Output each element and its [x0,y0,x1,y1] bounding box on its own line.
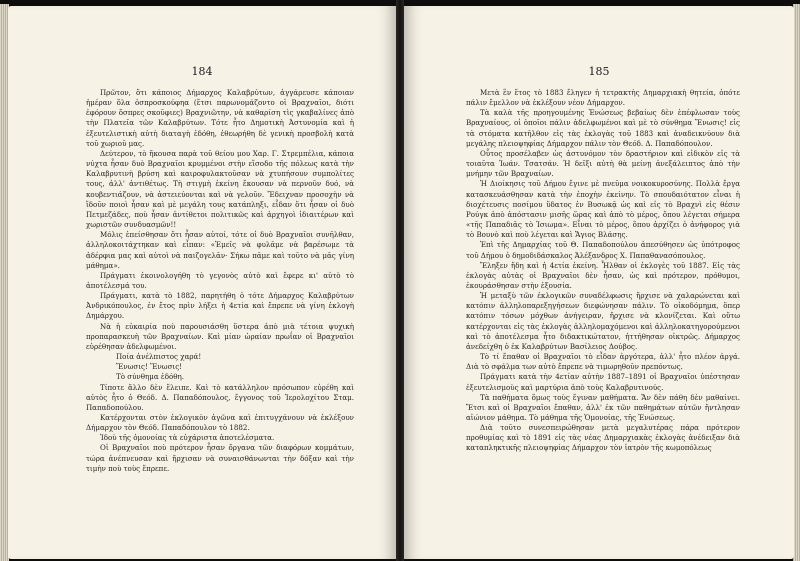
paragraph: Ἔληξεν ἤδη καὶ ἡ 4ετία ἐκείνη. Ἦλθαν οἱ ἐκλογὲς τοῦ 1887. Εἰς τὰς ἐκλογὰς αὐτὰς οἱ Βραχναῖοι δὲν ἦσαν, ὡς καὶ πρότερον, πρόθυμοι, ἐκουράσθησαν στὴν ἐξουσία. [466,260,740,290]
page-edges-right [793,4,800,561]
paragraph: Ἡ Διοίκησις τοῦ Δήμου ἔγινε μὲ πνεῦμα νοικοκυροσύνης. Πολλὰ ἔργα κατασκευάσθησαν κατὰ τὴν ἐποχὴν ἐκείνην. Τὸ σπουδαιότατον εἶναι ἡ διοχέτευσις ποσίμου ὕδατος ἐν Βυσωκᾷ ὡς καὶ εἰς τὸ Βραχνὶ εἰς θέσιν Ρούγκ ἀπὸ ἀπόστασιν μισῆς ὥρας καὶ ἀπὸ τὸ μέρος, ὅπου λέγεται σήμερα «τῆς Παπαδιᾶς τὸ Ἰσιωμα». Εἶναι τὸ μέρος, ὅπου ἀρχίζει ὁ ἀνήφορος γιὰ τὸ Βουνὸ καὶ ποὺ λέγεται καὶ Ἅγιος Βλάσης. [466,179,740,240]
paragraph: Κατέρχονται στὸν ἐκλογικὸν ἀγῶνα καὶ ἐπιτυγχάνουν νὰ ἐκλέξουν Δήμαρχον τὸν Θεόδ. Παπαδόπουλον τὸ 1882. [86,413,354,433]
right-page [404,6,794,559]
paragraph: Τίποτε ἄλλο δὲν ἔλειπε. Καὶ τὸ κατάλληλον πρόσωπον εὑρέθη καὶ αὐτὸς ἦτο ὁ Θεόδ. Δ. Παπαδόπουλος, ἔγγονος τοῦ Ἱερολοχίτου Σταμ. Παπαδοπούλου. [86,382,354,412]
paragraph: Τὰ παθήματα ὅμως τοὺς ἔγιναν μαθήματα. Ἄν δὲν πάθη δὲν μαθαίνει. Ἔτσι καὶ οἱ Βραχναῖοι ἔπαθαν, ἀλλ' ἐκ τῶν παθημάτων αὐτῶν ἤντλησαν αἰώνιον μάθημα. Τὸ μάθημα τῆς Ὁμονοίας, τῆς Ἑνώσεως. [466,392,740,422]
page-number-right: 185 [588,65,610,78]
paragraph: Πράγματι, κατὰ τὸ 1882, παρητήθη ὁ τότε Δήμαρχος Καλαβρύτων Ἀνδρικόπουλος, ἐν ἔτος πρὶν λήξει ἡ 4ετία καὶ ἔπρεπε νὰ γίνη ἐκλογὴ Δημάρχου. [86,291,354,321]
paragraph: Ἰδοὺ τῆς ὁμονοίας τὰ εὐχάριστα ἀποτελέσματα. [100,433,275,443]
paragraph: Πρῶτον, ὅτι κάποιος Δήμαρχος Καλαβρύτων, ἀγγάρευσε κάποιαν ἡμέραν ὅλα ὁσπροσκούφηα (ἔτσι παρωνομάζοντο οἱ Βραχναῖοι, διότι ἐφόρουν ὅσπρες σκοῦφιες) Βραχνιῶτην, νὰ καθαρίση τὶς γκαβαλίνες ἀπὸ τὴν Πλατεῖα τῶν Καλαβρύτων. Τότε ἦτο Δημοτικὴ Ἀστυνομία καὶ ἡ ἐξευτελιστικὴ αὐτὴ διαταγὴ ἐδόθη, ἐθεωρήθη δὲ γενικὴ προσβολὴ κατὰ τοῦ χωριοῦ μας. [86,88,354,148]
page-number-left: 184 [191,65,213,78]
left-page-text [86,88,354,474]
paragraph: Νὰ ἡ εὐκαιρία ποὺ παρουσιάσθη ὕστερα ἀπὸ μιὰ τέτοια ψυχικὴ προπαρασκευὴ τῶν Βραχναίων. Καὶ μίαν ὡραίαν πρωΐαν οἱ Βραχναῖοι εὑρέθησαν ἀδελφωμένοι. [86,321,354,351]
paragraph: Ἕνωσις! Ἕνωσις! [116,362,183,372]
paragraph: Τὸ σύνθημα ἐδόθη. [116,372,185,382]
paragraph: Διὰ τοῦτο συνεσπειρώθησαν μετὰ μεγαλυτέρας πάρα πρότερον προθυμίας καὶ τὸ 1891 εἰς τὰς νέας Δημαρχιακὰς ἐκλογὰς ἀνέδειξαν διὰ καταπληκτικῆς πλειοψηφίας Δήμαρχον τὸν ἰατρὸν τῆς κωμοπόλεως [466,423,740,453]
paragraph: Οὗτος προσέλαβεν ὡς ἀστυνόμον τὸν δραστήριον καὶ εἰδικὸν εἰς τὰ τοιαῦτα Ἰωάν. Τσατσάν. Ἡ δεῖξι αὐτὴ θὰ μείνῃ ἀνεξάλειπτος ἀπὸ τὴν μνήμην τῶν Βραχναίων. [466,148,740,179]
left-page [8,6,396,559]
paragraph: Μόλις ἐπείσθησαν ὅτι ἦσαν αὐτοί, τότε οἱ δυὸ Βραχναῖοι συνῆλθαν, ἀλληλοκοιτάχτηκαν καὶ εἶπαν: «Ἐμεῖς νὰ φυλᾶμε νὰ βαρέσωμε τὰ ἀδέρφια μας καὶ αὐτοὶ νὰ παιζογελᾶν· Σήκω πᾶμε καὶ τοῦτο νὰ μᾶς γίνη μάθημα». [86,230,354,270]
paragraph: Πράγματι ἐκοινολογήθη τὸ γεγονὸς αὐτὸ καὶ ἔφερε κι' αὐτὸ τὸ ἀποτέλεσμά του. [86,270,354,290]
paragraph: Πράγματι κατὰ τὴν 4ετίαν αὐτὴν 1887–1891 οἱ Βραχναῖοι ὑπέστησαν ἐξευτελισμοὺς καὶ μαρτύρια ἀπὸ τοὺς Καλαβρυτινούς. [466,372,740,392]
paragraph: Ἡ μεταξὺ τῶν ἐκλογικῶν συναδέλφωσις ἤρχισε νὰ χαλαρώνεται καὶ κατόπιν ἀλληλοπαρεξηγήσεων διεφώνησαν πάλιν. Τὸ οἰκοδόμημα, ὅπερ κατόπιν τόσων μόχθων ἀνήγειραν, ἤρχισε νὰ κλονίζεται. Καὶ οὕτω κατέρχονται εἰς τὰς ἐκλογὰς ἀλληλομαχόμενοι καὶ ἀλληλοκατηγορούμενοι καὶ τὸ ἀποτέλεσμα ἦτο διδακτικώτατον, ἡττήθησαν οἰκτρῶς. Δήμαρχος ἀνεδείχθη ὁ ἐκ Καλαβρύτων Βασίλειος Δούβος. [466,291,740,351]
paragraph: Τὰ καλὰ τῆς προηγουμένης Ἑνώσεως βεβαίως δὲν ἐπέφλωσαν τοὺς Βραχναίους, οἱ ὁποῖοι πάλιν ἀδελφωμένοι καὶ μὲ τὸ σύνθημα Ἕνωσις! εἰς τὰ στόματα κατῆλθον εἰς τὰς ἐκλογὰς τοῦ 1883 καὶ ἀναδεικνύουν διὰ μεγάλης πλειοψηφίας Δήμαρχον πάλιν τὸν Θεόδ. Δ. Παπαδόπουλον. [466,108,740,148]
paragraph: Τὸ τί ἔπαθαν οἱ Βραχναῖοι τὸ εἶδαν ἀργότερα, ἀλλ' ἦτο πλέον ἀργά. Διὰ τὸ σφάλμα των αὐτὸ ἔπρεπε νὰ τιμωρηθοῦν πρεπόντως. [466,352,740,372]
paragraph: Ἐπὶ τῆς Δημαρχίας τοῦ Θ. Παπαδοπούλου ἀπεσύθησεν ὡς ὑπότροφος τοῦ Δήμου ὁ δημοδιδάσκαλος Ἀλέξανδρος Χ. Παπαθανασόπουλος. [466,240,740,260]
paragraph: Ποία ἀνέλπιστος χαρά! [116,352,202,362]
book-gutter [396,0,404,561]
right-page-text [466,88,740,454]
paragraph: Μετὰ ἓν ἔτος τὸ 1883 ἔληγεν ἡ τετρακτὴς Δημαρχιακὴ θητεία, ὁπότε πάλιν ἔμελλον νὰ ἐκλέξουν νέον Δήμαρχον. [466,88,740,108]
paragraph: Οἱ Βραχναῖοι ποὺ πρότερον ἦσαν ὄργανα τῶν διαφόρων κομμάτων, τώρα ἀνέπνευσαν καὶ ἤρχισαν νὰ συναισθάνωνται τὴν δόξαν καὶ τὴν τιμὴν ποὺ τοὺς ἔπρεπε. [86,443,354,473]
paragraph: Δεύτερον, τὸ ἤκουσα παρὰ τοῦ θείου μου Χαρ. Γ. Στρεμπέλια, κάποια νύχτα ἦσαν δυὸ Βραχναῖοι κρυμμένοι στὴν εἴσοδο τῆς πόλεως κατὰ τὴν Καλαβρυτινὴ βρύση καὶ καιροφυλακτοῦσαν νὰ χτυπήσουν συμπολίτες τους, ἀλλ' ἀντιθέτως. Τὴ στιγμὴ ἐκείνη ἔκουσαν νὰ περνοῦν δυό, νὰ κουβεντιάζουν, νὰ ἀστειεύονται καὶ νὰ γελοῦν. Ἔδειχναν προσοχὴν νὰ ἴδοῦν ποιοὶ ἦσαν καὶ μὲ μεγάλη τους κατάπληξι, εἶδαν ὅτι ἦσαν οἱ δυὸ Πετμεζάδες, ποὺ ἦσαν ἀντίθετοι πολιτικῶς καὶ ἀρχηγοὶ ἰδιαιτέρων καὶ χωριστῶν συνδυασμῶν!! [86,148,354,230]
